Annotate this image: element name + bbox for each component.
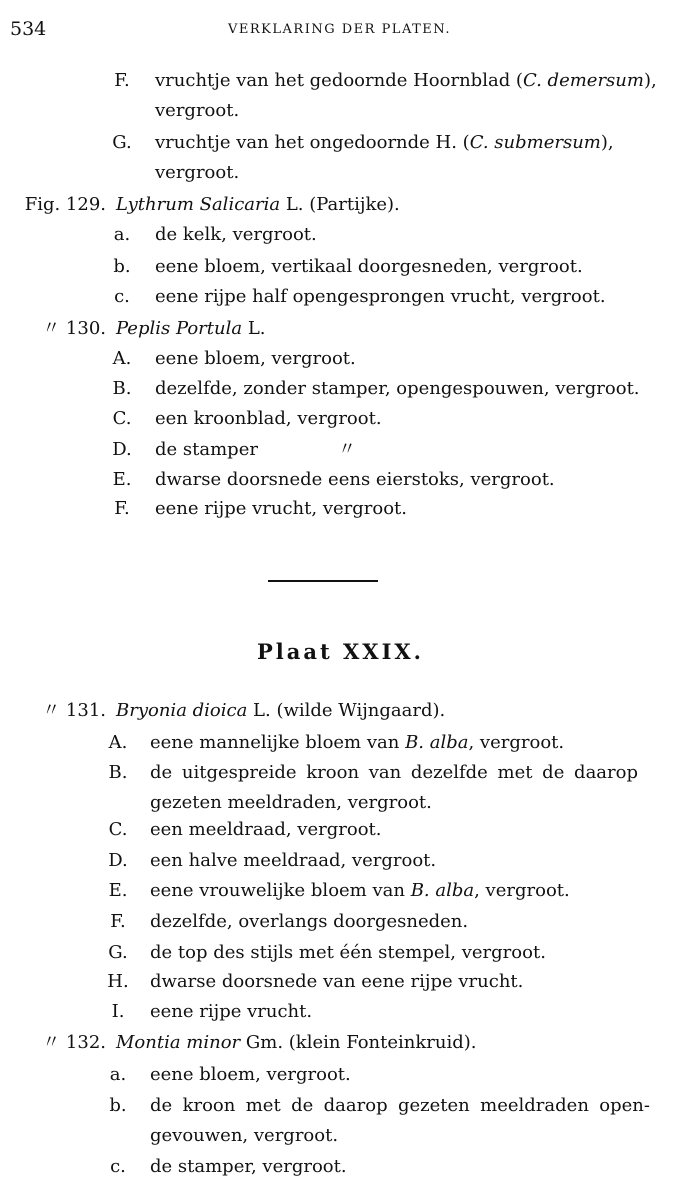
item-text: dwarse doorsnede eens eierstoks, vergroot.: [155, 469, 555, 490]
item-label: F.: [110, 911, 126, 932]
item-text: dezelfde, zonder stamper, opengespouwen, vergroot.: [155, 378, 640, 399]
item-label: c.: [114, 286, 130, 307]
item-text: de uitgespreide kroon van dezelfde met de daarop: [150, 762, 638, 783]
item-text-continuation: vergroot.: [155, 162, 240, 183]
plate-heading: Plaat XXIX.: [256, 639, 424, 664]
item-label: G.: [108, 942, 128, 963]
item-text: de top des stijls met één stempel, vergroot.: [150, 942, 546, 963]
figure-number: 〃 131.: [42, 700, 106, 721]
item-text-continuation: vergroot.: [155, 100, 240, 121]
figure-number: 〃 130.: [42, 318, 106, 339]
item-text: vruchtje van het gedoornde Hoornblad (C. demersum),: [155, 70, 657, 91]
item-text: dezelfde, overlangs doorgesneden.: [150, 911, 469, 932]
item-label: I.: [111, 1001, 125, 1022]
figure-title: Peplis Portula L.: [116, 318, 266, 339]
item-label: D.: [112, 439, 132, 460]
item-text: eene rijpe half opengesprongen vrucht, vergroot.: [155, 286, 606, 307]
item-text: eene bloem, vergroot.: [155, 348, 356, 369]
item-label: B.: [112, 378, 132, 399]
item-label: a.: [113, 224, 131, 245]
item-text: de stamper: [155, 439, 258, 460]
item-label: b.: [113, 256, 131, 277]
page-number: 534: [10, 18, 47, 40]
item-text: eene mannelijke bloem van B. alba, vergroot.: [150, 732, 565, 753]
item-label: C.: [112, 408, 132, 429]
item-label: G.: [112, 132, 132, 153]
running-title: VERKLARING DER PLATEN.: [228, 22, 451, 37]
item-label: D.: [108, 850, 128, 871]
item-label: b.: [109, 1095, 127, 1116]
figure-number: 〃 132.: [42, 1032, 106, 1053]
item-text: de kelk, vergroot.: [155, 224, 317, 245]
item-text: eene rijpe vrucht, vergroot.: [155, 498, 408, 519]
item-label: B.: [108, 762, 128, 783]
figure-title: Bryonia dioica L. (wilde Wijngaard).: [116, 700, 446, 721]
item-text: vruchtje van het ongedoornde H. (C. submersum),: [155, 132, 614, 153]
item-text: een halve meeldraad, vergroot.: [150, 850, 437, 871]
item-text: dwarse doorsnede van eene rijpe vrucht.: [150, 971, 524, 992]
section-divider: [268, 580, 378, 582]
item-label: c.: [110, 1156, 126, 1177]
figure-title: Montia minor Gm. (klein Fonteinkruid).: [116, 1032, 477, 1053]
item-label: A.: [108, 732, 128, 753]
item-text: de kroon met de daarop gezeten meeldraden open-: [150, 1095, 650, 1116]
item-text: eene bloem, vertikaal doorgesneden, vergroot.: [155, 256, 583, 277]
item-label: H.: [107, 971, 129, 992]
item-label: F.: [114, 70, 130, 91]
figure-number: Fig. 129.: [24, 194, 106, 215]
ditto-mark: 〃: [338, 439, 356, 460]
item-label: A.: [112, 348, 132, 369]
running-head: [10, 14, 669, 44]
item-text: een meeldraad, vergroot.: [150, 819, 382, 840]
item-label: F.: [114, 498, 130, 519]
item-text: de stamper, vergroot.: [150, 1156, 347, 1177]
item-text: een kroonblad, vergroot.: [155, 408, 382, 429]
item-text: eene rijpe vrucht.: [150, 1001, 313, 1022]
item-label: a.: [109, 1064, 127, 1085]
figure-title: Lythrum Salicaria L. (Partijke).: [116, 194, 400, 215]
item-label: C.: [108, 819, 128, 840]
item-text: eene bloem, vergroot.: [150, 1064, 351, 1085]
item-label: E.: [108, 880, 128, 901]
item-text-continuation: gezeten meeldraden, vergroot.: [150, 792, 432, 813]
item-text-continuation: gevouwen, vergroot.: [150, 1125, 339, 1146]
item-text: eene vrouwelijke bloem van B. alba, vergroot.: [150, 880, 570, 901]
item-label: E.: [112, 469, 132, 490]
